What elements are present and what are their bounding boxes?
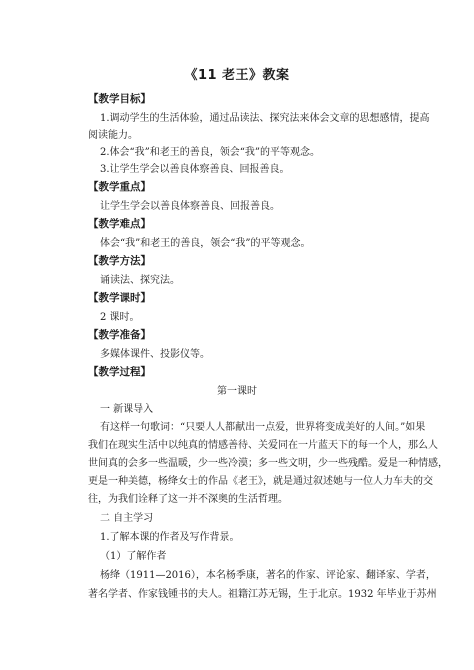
objective-item: 2.体会“我”和老王的善良，领会“我”的平等观念。	[100, 147, 320, 158]
preparation-heading: 【教学准备】	[88, 329, 151, 341]
author-paragraph-line: 著名学者、作家钱锺书的夫人。祖籍江苏无锡，生于北京。1932 年毕业于苏州	[88, 589, 437, 600]
preparation-text: 多媒体课件、投影仪等。	[100, 349, 210, 360]
intro-paragraph-line: 有这样一句歌词：“只要人人都献出一点爱，世界将变成美好的人间。”如果	[100, 422, 426, 433]
difficulties-heading: 【教学难点】	[88, 218, 151, 230]
intro-paragraph-line: 世间真的会多一些温暖，少一些冷漠；多一些文明，少一些残酷。爱是一种情感，	[88, 458, 448, 469]
objective-item: 1.调动学生的生活体验，通过品读法、探究法来体会文章的思想感情，提高	[100, 113, 430, 124]
document-title: 《11 老王》教案	[184, 68, 290, 83]
intro-paragraph-line: 更是一种美德，杨绛女士的作品《老王》，就是通过叙述她与一位人力车夫的交	[88, 476, 433, 487]
key-points-text: 让学生学会以善良体察善良、回报善良。	[100, 201, 280, 212]
difficulties-text: 体会“我”和老王的善良，领会“我”的平等观念。	[100, 238, 311, 249]
methods-text: 诵读法、探究法。	[100, 275, 180, 286]
section-heading: 一 新课导入	[100, 404, 154, 415]
objectives-heading: 【教学目标】	[88, 93, 151, 105]
hours-text: 2 课时。	[100, 312, 140, 323]
methods-heading: 【教学方法】	[88, 255, 151, 267]
subsection-text: 1.了解本课的作者及写作背景。	[100, 532, 240, 543]
objective-item: 阅读能力。	[88, 130, 138, 141]
intro-paragraph-line: 往，为我们诠释了这一并不深奥的生活哲理。	[88, 494, 288, 505]
key-points-heading: 【教学重点】	[88, 181, 151, 193]
session-label: 第一课时	[217, 386, 257, 397]
process-heading: 【教学过程】	[88, 366, 151, 378]
author-paragraph-line: 杨绛（1911—2016），本名杨季康，著名的作家、评论家、翻译家、学者，	[100, 570, 436, 581]
intro-paragraph-line: 我们在现实生活中以纯真的情感善待、关爱同在一片蓝天下的每一个人，那么人	[88, 440, 438, 451]
section-heading: 二 自主学习	[100, 513, 154, 524]
objective-item: 3.让学生学会以善良体察善良、回报善良。	[100, 164, 290, 175]
subsection-text: （1）了解作者	[100, 551, 167, 562]
hours-heading: 【教学课时】	[88, 292, 151, 304]
